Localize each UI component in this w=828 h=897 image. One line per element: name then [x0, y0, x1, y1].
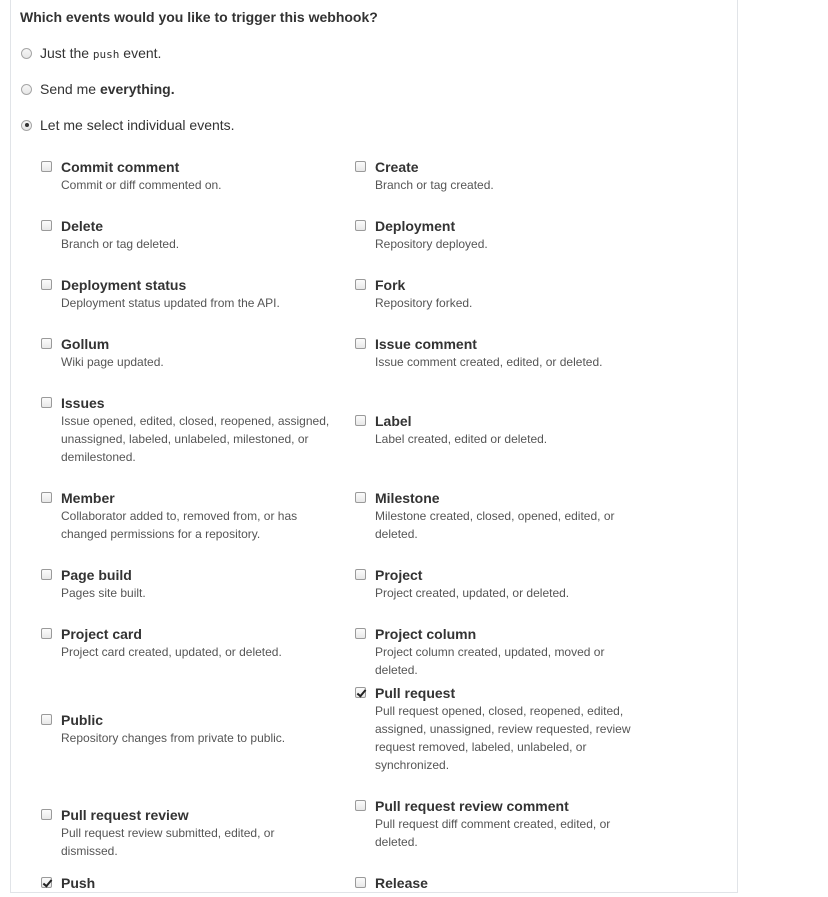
checkbox[interactable] — [355, 220, 366, 231]
event-description: Issue comment created, edited, or deleted. — [375, 355, 603, 369]
event-title: Push — [61, 875, 96, 891]
checkbox[interactable] — [355, 877, 366, 888]
event-description: Repository changes from private to public. — [61, 731, 286, 745]
event-description: Branch or tag deleted. — [61, 237, 180, 251]
event-public[interactable] — [41, 711, 331, 747]
checkbox[interactable] — [355, 492, 366, 503]
event-title: Release — [375, 875, 428, 891]
event-gollum[interactable] — [41, 335, 331, 371]
event-project[interactable] — [355, 566, 645, 602]
event-title: Delete — [61, 218, 104, 234]
event-pull-request-review[interactable] — [41, 806, 331, 860]
event-description: Collaborator added to, removed from, or has changed permissions for a repository. — [61, 509, 298, 541]
event-description: Pull request opened, closed, reopened, edited, assigned, unassigned, review requested, review request removed, labeled, unlabeled, or synchronized. — [375, 704, 631, 772]
event-description: Label created, edited or deleted. — [375, 432, 548, 446]
event-description: Project created, updated, or deleted. — [375, 586, 570, 600]
event-member[interactable] — [41, 489, 331, 543]
checkbox[interactable] — [41, 809, 52, 820]
checkbox[interactable] — [355, 415, 366, 426]
event-description: Deployment status updated from the API. — [61, 296, 280, 310]
radio-button[interactable] — [21, 48, 32, 59]
radio-push-only[interactable] — [21, 45, 161, 61]
event-title: Member — [61, 490, 115, 506]
radio-label: Just the push event. — [40, 45, 162, 61]
event-title: Milestone — [375, 490, 440, 506]
event-title: Page build — [61, 567, 132, 583]
checkbox[interactable] — [355, 338, 366, 349]
event-commit-comment[interactable] — [41, 158, 331, 194]
checkbox[interactable] — [41, 161, 52, 172]
event-fork[interactable] — [355, 276, 645, 312]
event-title: Project card — [61, 626, 142, 642]
event-deployment[interactable] — [355, 217, 645, 253]
section-heading: Which events would you like to trigger this webhook? — [20, 9, 378, 25]
event-title: Deployment — [375, 218, 456, 234]
event-title: Issues — [61, 395, 105, 411]
event-project-column[interactable] — [355, 625, 645, 679]
radio-label: Send me everything. — [40, 81, 175, 97]
checkbox[interactable] — [41, 877, 52, 888]
event-push[interactable] — [41, 874, 331, 892]
event-delete[interactable] — [41, 217, 331, 253]
event-issue-comment[interactable] — [355, 335, 645, 371]
event-page-build[interactable] — [41, 566, 331, 602]
event-title: Pull request review — [61, 807, 189, 823]
event-title: Label — [375, 413, 412, 429]
radio-label: Let me select individual events. — [40, 117, 235, 133]
event-title: Issue comment — [375, 336, 477, 352]
checkbox[interactable] — [355, 279, 366, 290]
event-pull-request[interactable] — [355, 684, 645, 774]
event-description: Pull request diff comment created, edited, or deleted. — [375, 817, 611, 849]
radio-button[interactable] — [21, 120, 32, 131]
event-title: Deployment status — [61, 277, 187, 293]
checkbox[interactable] — [41, 220, 52, 231]
event-title: Fork — [375, 277, 406, 293]
event-create[interactable] — [355, 158, 645, 194]
event-deployment-status[interactable] — [41, 276, 331, 312]
checkbox[interactable] — [355, 161, 366, 172]
event-title: Create — [375, 159, 419, 175]
event-label[interactable] — [355, 412, 645, 448]
event-milestone[interactable] — [355, 489, 645, 543]
event-title: Commit comment — [61, 159, 180, 175]
event-description: Branch or tag created. — [375, 178, 494, 192]
event-release[interactable] — [355, 874, 645, 892]
event-description: Milestone created, closed, opened, edited, or deleted. — [375, 509, 615, 541]
event-title: Project column — [375, 626, 477, 642]
checkbox[interactable] — [355, 687, 366, 698]
event-description: Commit or diff commented on. — [61, 178, 222, 192]
event-description: Project column created, updated, moved or deleted. — [375, 645, 605, 677]
checkbox[interactable] — [41, 279, 52, 290]
event-title: Project — [375, 567, 423, 583]
radio-individual-events[interactable] — [21, 117, 235, 133]
checkbox[interactable] — [355, 569, 366, 580]
checkbox[interactable] — [41, 338, 52, 349]
event-title: Pull request review comment — [375, 798, 569, 814]
event-description: Repository forked. — [375, 296, 473, 310]
event-description: Pages site built. — [61, 586, 146, 600]
event-description: Pull request review submitted, edited, or dismissed. — [61, 826, 275, 858]
event-description: Repository deployed. — [375, 237, 488, 251]
event-title: Public — [61, 712, 104, 728]
checkbox[interactable] — [41, 628, 52, 639]
checkbox[interactable] — [41, 569, 52, 580]
event-description: Wiki page updated. — [61, 355, 164, 369]
checkbox[interactable] — [41, 714, 52, 725]
event-description: Issue opened, edited, closed, reopened, assigned, unassigned, labeled, unlabeled, milestoned, or demilestoned. — [61, 414, 330, 464]
radio-everything[interactable] — [21, 81, 175, 97]
event-title: Gollum — [61, 336, 110, 352]
radio-button[interactable] — [21, 84, 32, 95]
checkbox[interactable] — [41, 492, 52, 503]
checkbox[interactable] — [355, 800, 366, 811]
event-title: Pull request — [375, 685, 456, 701]
event-description: Project card created, updated, or deleted. — [61, 645, 282, 659]
event-pull-request-review-comment[interactable] — [355, 797, 645, 851]
checkbox[interactable] — [355, 628, 366, 639]
event-issues[interactable] — [41, 394, 331, 466]
event-project-card[interactable] — [41, 625, 331, 661]
checkbox[interactable] — [41, 397, 52, 408]
